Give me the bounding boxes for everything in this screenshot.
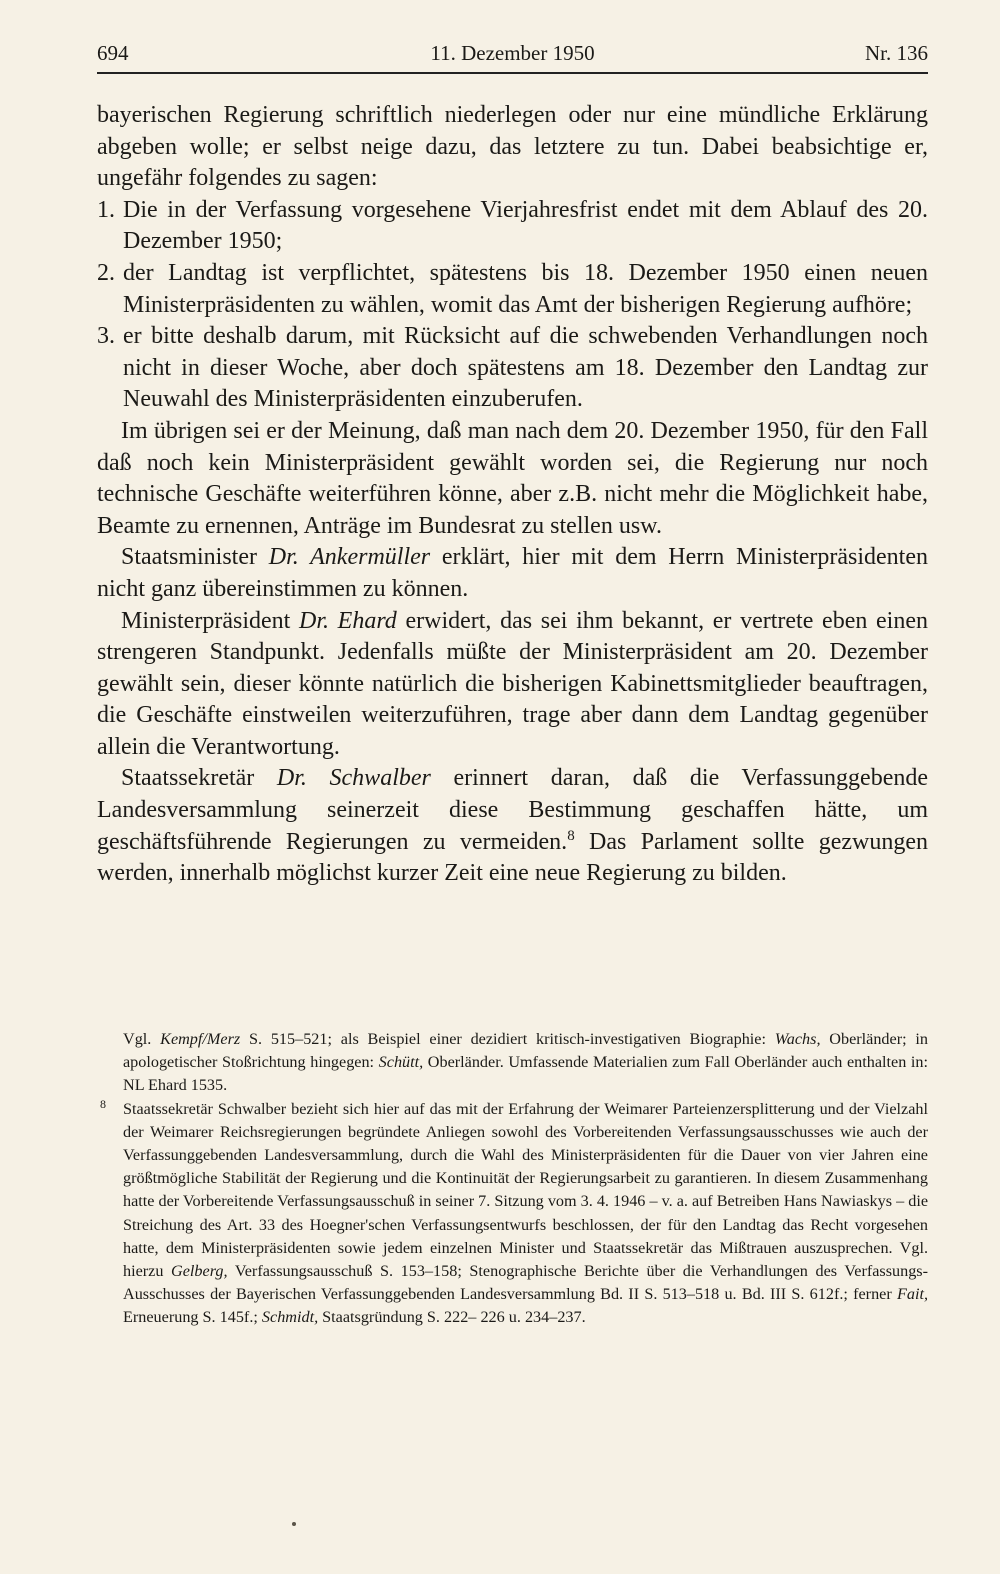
speaker-name: Dr. Schwalber xyxy=(276,765,431,792)
document-number: Nr. 136 xyxy=(865,41,928,65)
page-number: 694 xyxy=(97,41,129,65)
paragraph-continuation: bayerischen Regierung schriftlich niederlegen oder nur eine mündliche Erklärung abgeben wolle; er selbst neige dazu, das letztere zu tun. Dabei beabsichtige er, ungefähr folgendes zu sagen: xyxy=(97,102,928,192)
list-item-text: Die in der Verfassung vorgesehene Vierjahresfrist endet mit dem Ablauf des 20. Dezember 1950; xyxy=(123,196,928,255)
list-number: 1. xyxy=(97,196,115,223)
header-rule xyxy=(97,72,928,74)
paragraph: Staatssekretär Dr. Schwalber erinnert daran, daß die Verfassunggebende Landesversammlung seinerzeit diese Bestimmung geschaffen hätte, um geschäftsführende Regierungen zu vermeiden.$^8$ Das Parlament sollte gezwungen werden, innerhalb möglichst kurzer Zeit eine neue Regierung zu bilden. xyxy=(97,765,928,887)
paper-speck xyxy=(292,1522,296,1526)
footnote-8: 8 Staatssekretär Schwalber bezieht sich hier auf das mit der Erfahrung der Weimarer Parteienzersplitterung und der Vielzahl der Weimarer Reichsregierungen begründete Anliegen sowohl des Vorbereitenden Verfassungsausschusses wie auch der Verfassunggebenden Landesversammlung, durch die Wahl des Ministerpräsidenten für die Dauer von vier Jahren eine größtmögliche Stabilität der Regierung und die Kontinuität der Regierungsarbeit zu garantieren. In diesem Zusammenhang hatte der Vorbereitende Verfassungsausschuß in seiner 7. Sitzung vom 3. 4. 1946 – v. a. auf Betreiben Hans Nawiaskys – die Streichung des Art. 33 des Hoegner'schen Verfassungsentwurfs beschlossen, der für den Landtag das Recht vorgesehen hatte, dem Ministerpräsidenten sowie jedem einzelnen Minister und Staatssekretär das Mißtrauen auszusprechen. Vgl. hierzu Gelberg, Verfassungsausschuß S. 153–158; Stenographische Berichte über die Verhandlungen des Verfassungs-Ausschusses der Bayerischen Verfassunggebenden Landesversammlung Bd. II S. 513–518 u. Bd. III S. 612f.; ferner Fait, Erneuerung S. 145f.; Schmidt, Staatsgründung S. 222– 226 u. 234–237. xyxy=(97,1098,928,1330)
paragraph: Im übrigen sei er der Meinung, daß man nach dem 20. Dezember 1950, für den Fall daß noch kein Ministerpräsident gewählt worden sei, die Regierung nur noch technische Geschäfte weiterführen könne, aber z.B. nicht mehr die Möglichkeit habe, Beamte zu ernennen, Anträge im Bundesrat zu stellen usw. xyxy=(97,417,928,539)
list-item xyxy=(97,321,928,416)
list-number: 3. xyxy=(97,323,115,350)
speaker-name: Dr. Ankermüller xyxy=(268,544,431,571)
running-header xyxy=(97,38,928,72)
list-item xyxy=(97,258,928,321)
paragraph: Staatsminister Dr. Ankermüller erklärt, hier mit dem Herrn Ministerpräsidenten nicht ganz übereinstimmen zu können. xyxy=(97,544,929,602)
footnotes xyxy=(97,1028,928,1330)
speaker-name: Dr. Ehard xyxy=(298,607,397,634)
main-text xyxy=(97,100,928,890)
paragraph: Ministerpräsident Dr. Ehard erwidert, das sei ihm bekannt, er vertrete eben einen strengeren Standpunkt. Jedenfalls müßte der Ministerpräsident am 20. Dezember gewählt sein, dieser könnte natürlich die bisherigen Kabinettsmitglieder beauftragen, die Geschäfte einstweilen weiterzuführen, trage aber dann dem Landtag gegenüber allein die Verantwortung. xyxy=(97,607,928,760)
header-date: 11. Dezember 1950 xyxy=(430,41,595,65)
list-number: 2. xyxy=(97,259,115,286)
list-item-text: der Landtag ist verpflichtet, spätestens bis 18. Dezember 1950 einen neuen Ministerpräsidenten zu wählen, womit das Amt der bisherigen Regierung aufhöre; xyxy=(123,259,928,318)
list-item xyxy=(97,195,928,258)
footnote-mark: 8 xyxy=(100,1096,106,1111)
document-page xyxy=(97,38,929,1327)
list-item-text: er bitte deshalb darum, mit Rücksicht auf die schwebenden Verhandlungen noch nicht in dieser Woche, aber doch spätestens am 18. Dezember den Landtag zur Neuwahl des Ministerpräsidenten einzuberufen. xyxy=(123,323,928,413)
footnote-reference[interactable]: 8 xyxy=(567,827,575,844)
footnote-continuation: Vgl. Kempf/Merz S. 515–521; als Beispiel einer dezidiert kritisch-investigativen Biographie: Wachs, Oberländer; in apologetischer Stoßrichtung hingegen: Schütt, Oberländer. Umfassende Materialien zum Fall Oberländer auch enthalten in: NL Ehard 1535. xyxy=(123,1030,929,1095)
